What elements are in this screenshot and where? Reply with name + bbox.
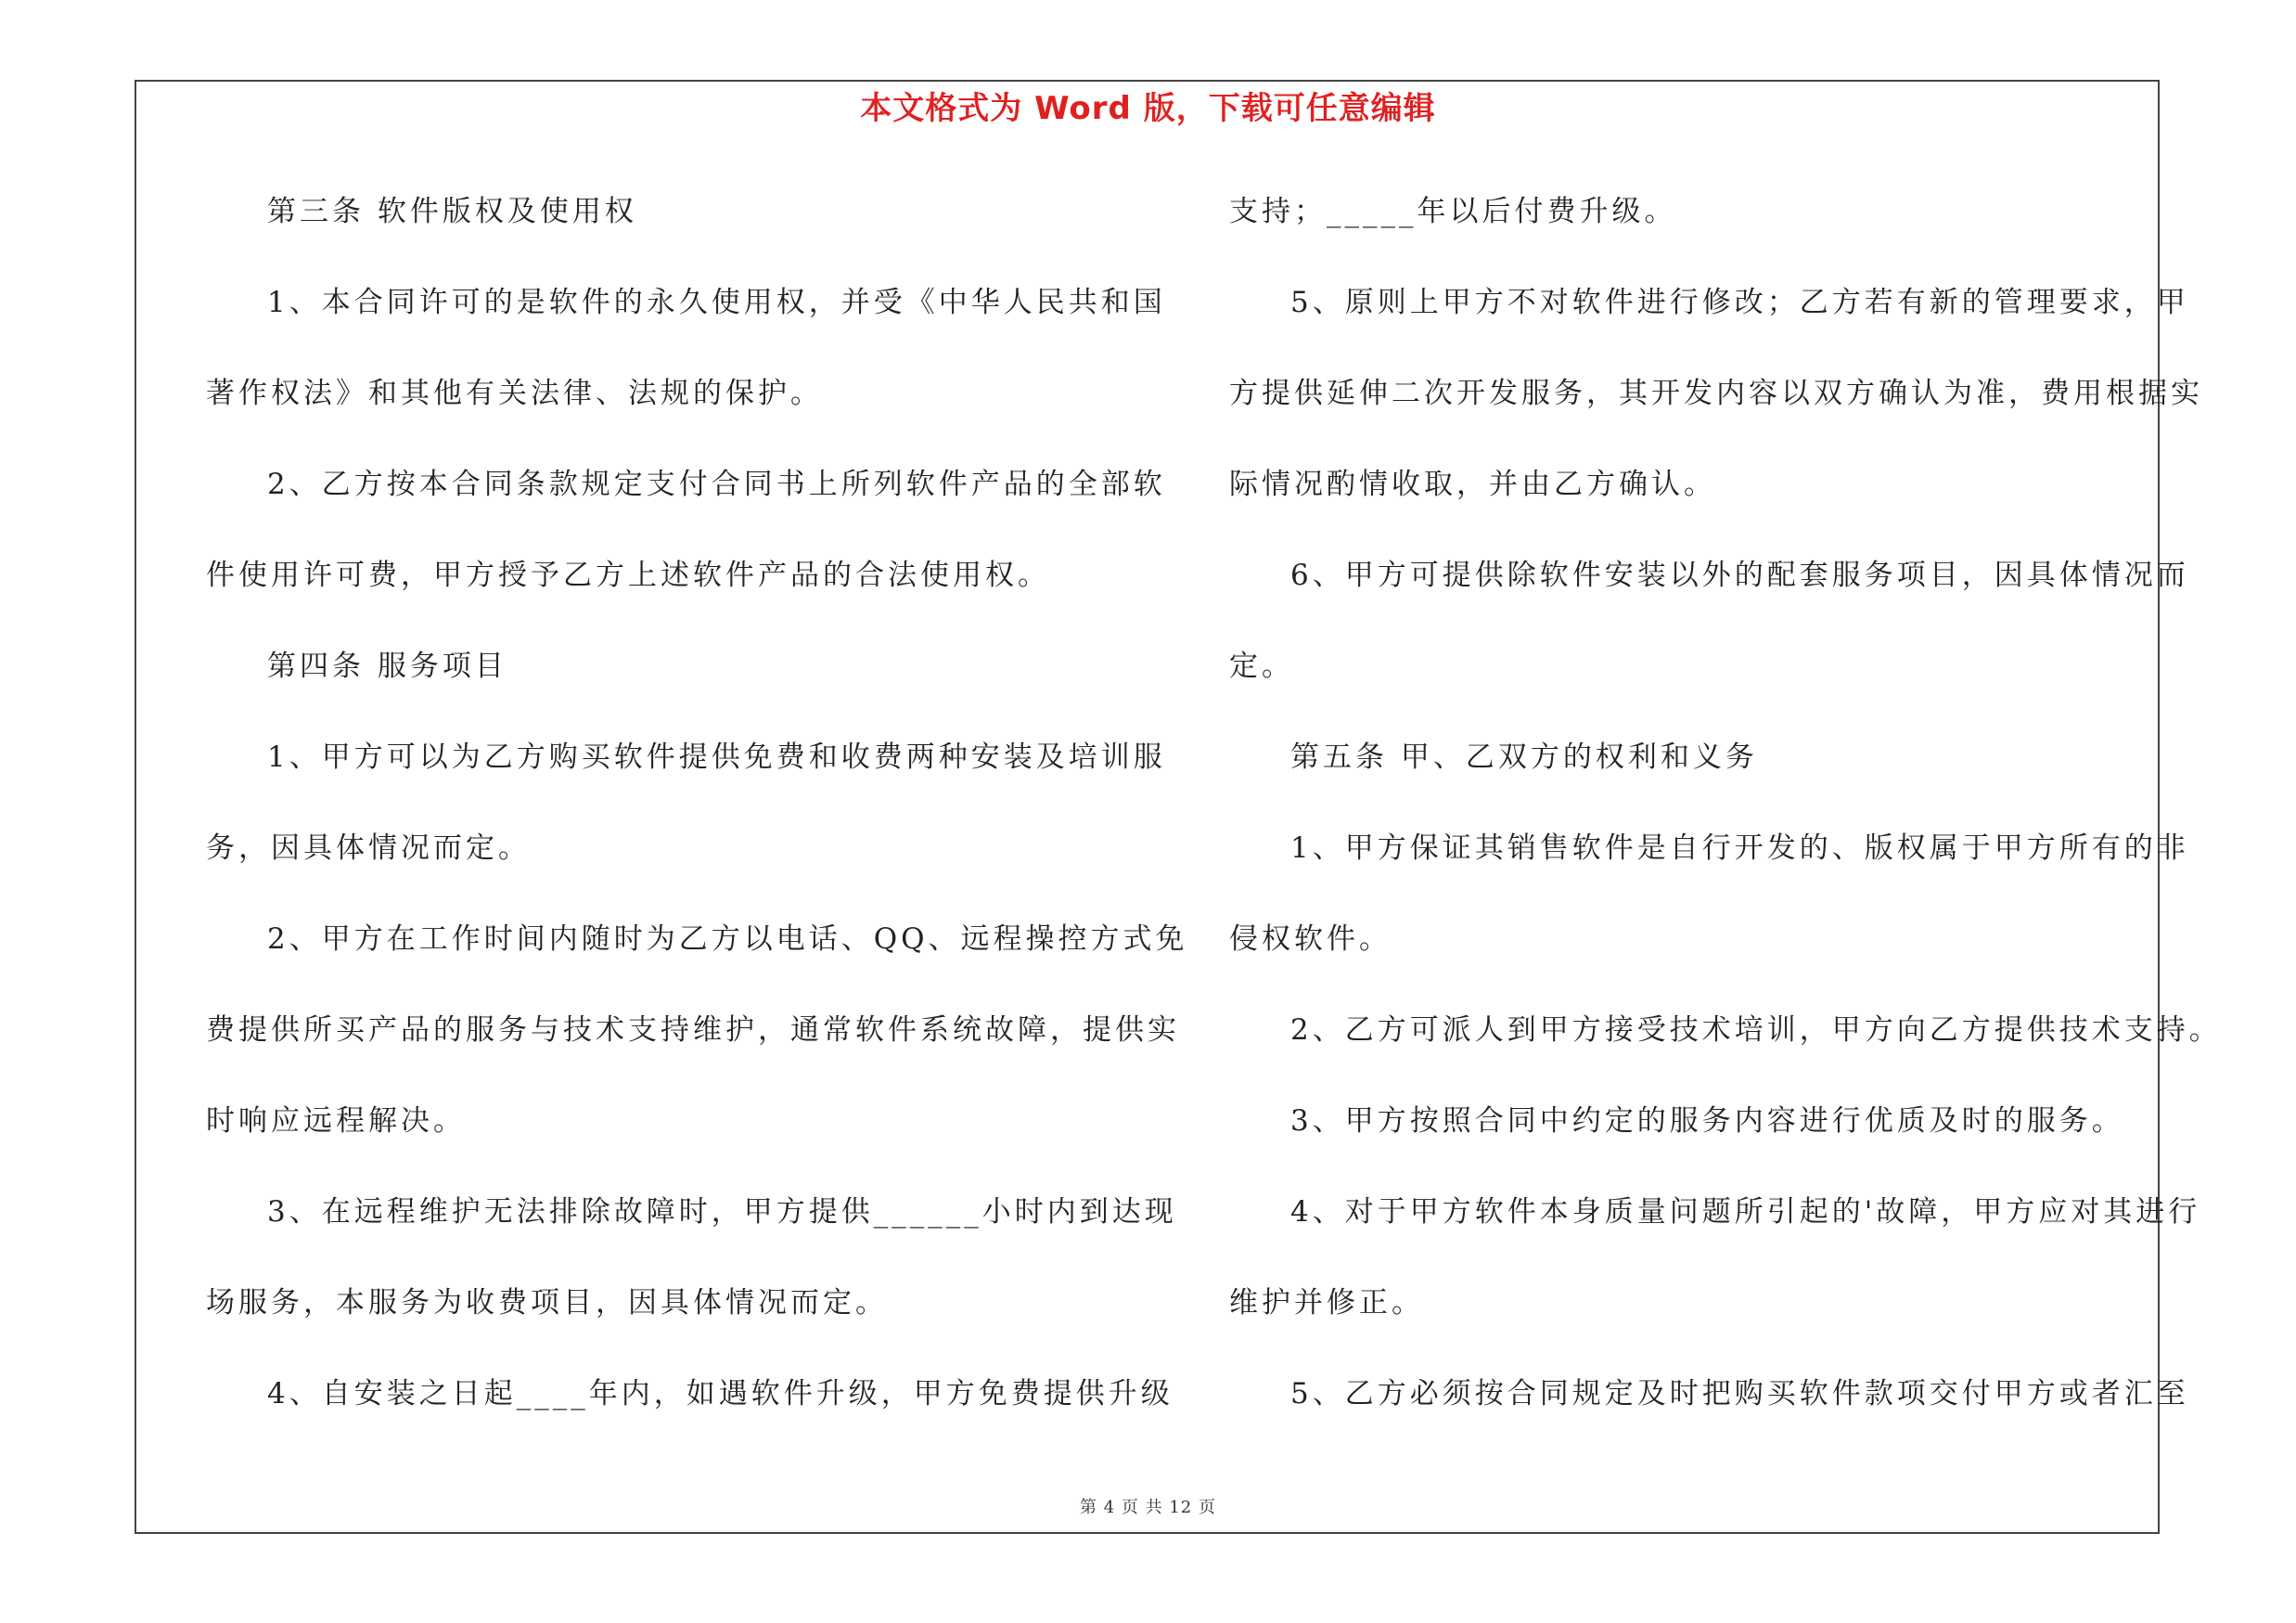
right-column-line: 际情况酌情收取，并由乙方确认。 <box>1229 468 1716 501</box>
left-column-line: 3、在远程维护无法排除故障时，甲方提供______小时内到达现 <box>267 1195 1177 1229</box>
left-column-line: 1、甲方可以为乙方购买软件提供免费和收费两种安装及培训服 <box>267 741 1166 774</box>
document-banner: 本文格式为 Word 版，下载可任意编辑 <box>860 90 1436 127</box>
left-column-line: 著作权法》和其他有关法律、法规的保护。 <box>206 377 823 410</box>
page-number-footer: 第 4 页 共 12 页 <box>1080 1498 1216 1517</box>
right-column-line: 维护并修正。 <box>1229 1286 1424 1320</box>
right-column-line: 1、甲方保证其销售软件是自行开发的、版权属于甲方所有的非 <box>1290 831 2189 865</box>
left-column-line: 1、本合同许可的是软件的永久使用权，并受《中华人民共和国 <box>267 286 1166 319</box>
right-column-line: 支持；_____年以后付费升级。 <box>1229 195 1677 228</box>
right-column-line: 侵权软件。 <box>1229 922 1392 956</box>
right-column-line: 3、甲方按照合同中约定的服务内容进行优质及时的服务。 <box>1290 1104 2124 1138</box>
right-column-line: 4、对于甲方软件本身质量问题所引起的'故障，甲方应对其进行 <box>1290 1195 2201 1229</box>
right-column-line: 方提供延伸二次开发服务，其开发内容以双方确认为准，费用根据实 <box>1229 377 2203 410</box>
left-text-column <box>206 182 1188 1455</box>
left-column-line: 件使用许可费，甲方授予乙方上述软件产品的合法使用权。 <box>206 559 1050 592</box>
right-column-line: 定。 <box>1229 650 1294 683</box>
left-column-line: 2、乙方按本合同条款规定支付合同书上所列软件产品的全部软 <box>267 468 1166 501</box>
left-column-line: 2、甲方在工作时间内随时为乙方以电话、QQ、远程操控方式免 <box>267 922 1188 956</box>
left-column-line: 场服务，本服务为收费项目，因具体情况而定。 <box>206 1286 888 1320</box>
left-column-line: 第四条 服务项目 <box>267 650 507 683</box>
right-column-line: 6、甲方可提供除软件安装以外的配套服务项目，因具体情况而 <box>1290 559 2189 592</box>
left-column-line: 第三条 软件版权及使用权 <box>267 195 637 228</box>
right-column-line: 第五条 甲、乙双方的权利和义务 <box>1290 741 1758 774</box>
left-column-line: 费提供所买产品的服务与技术支持维护，通常软件系统故障，提供实 <box>206 1013 1180 1047</box>
left-column-line: 务，因具体情况而定。 <box>206 831 531 865</box>
right-text-column <box>1229 182 2222 1455</box>
right-column-line: 5、原则上甲方不对软件进行修改；乙方若有新的管理要求，甲 <box>1290 286 2189 319</box>
left-column-line: 时响应远程解决。 <box>206 1104 466 1138</box>
right-column-line: 5、乙方必须按合同规定及时把购买软件款项交付甲方或者汇至 <box>1290 1377 2189 1410</box>
right-column-line: 2、乙方可派人到甲方接受技术培训，甲方向乙方提供技术支持。 <box>1290 1013 2222 1047</box>
left-column-line: 4、自安装之日起____年内，如遇软件升级，甲方免费提供升级 <box>267 1377 1174 1410</box>
